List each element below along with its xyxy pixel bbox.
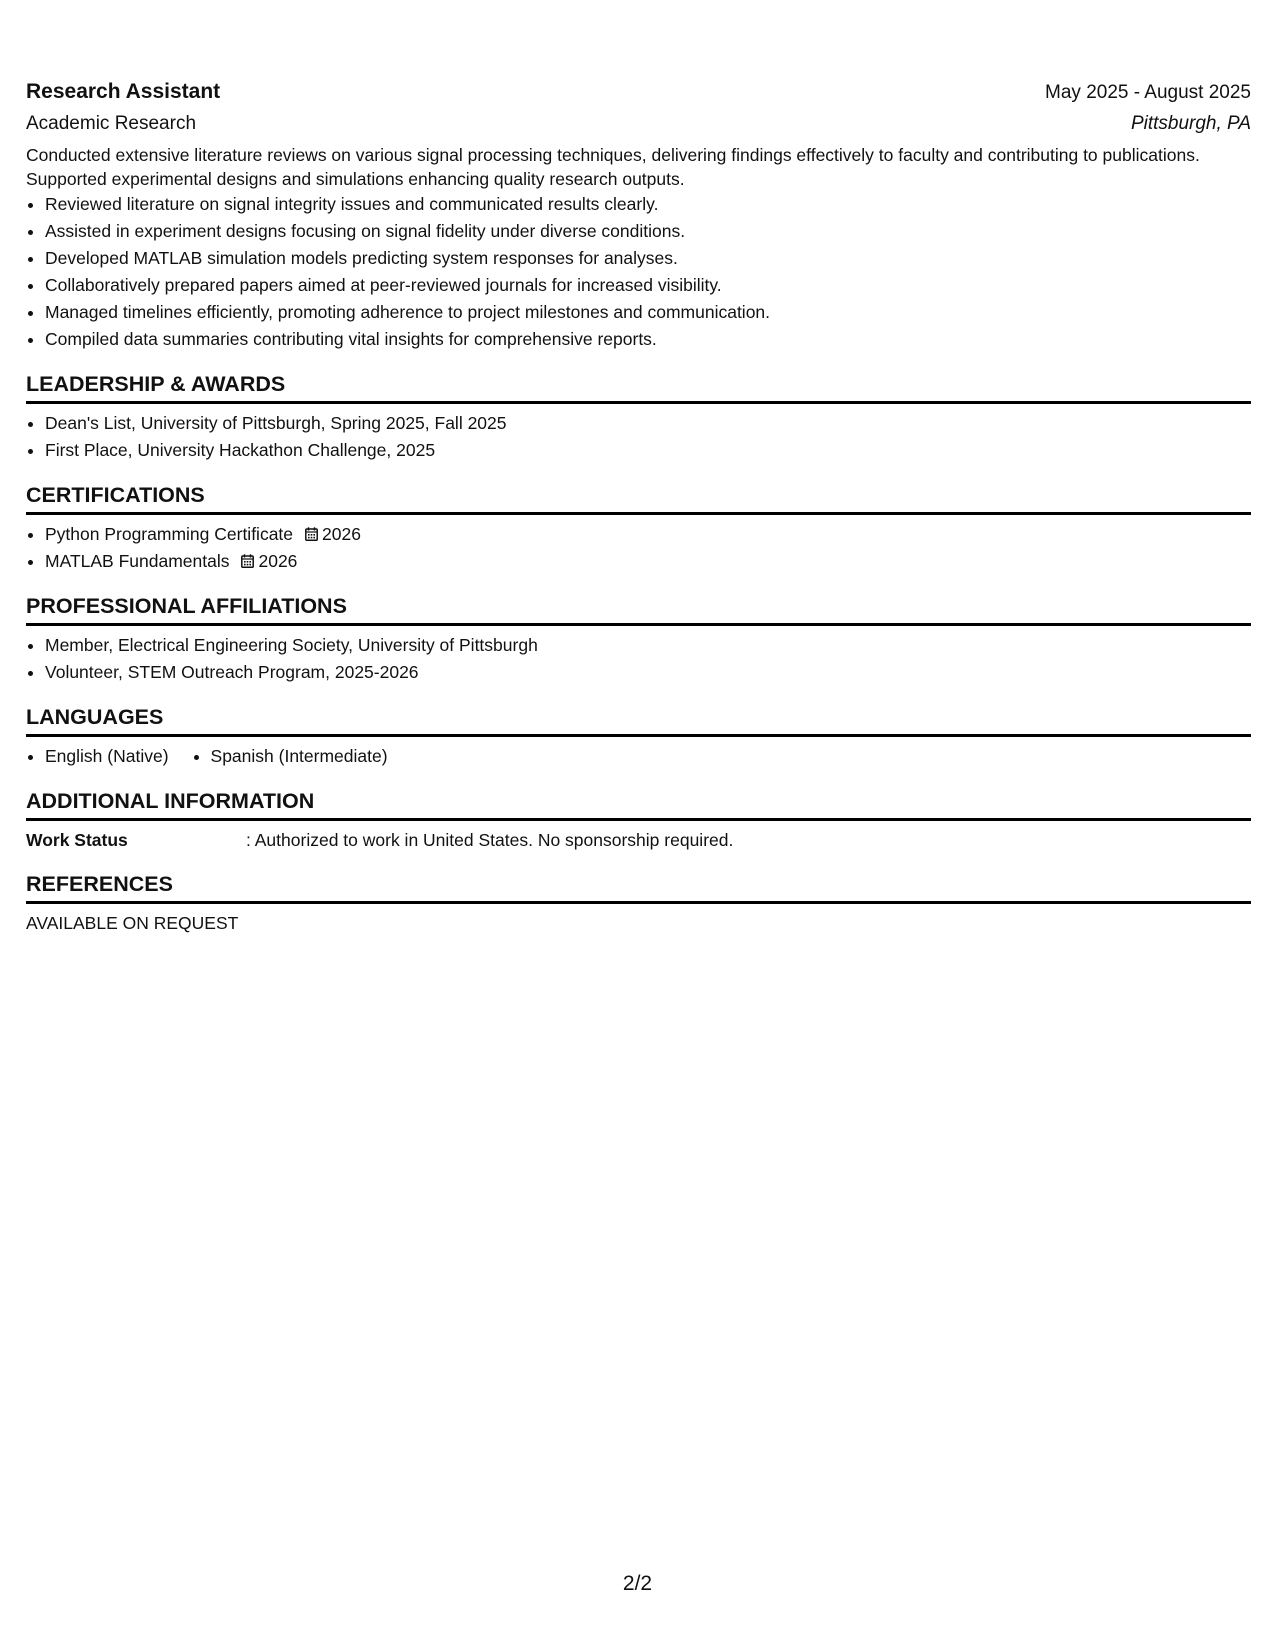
affiliation-item: • Member, Electrical Engineering Society, University of Pittsburgh [45,632,1251,659]
affiliations-list [26,632,1251,686]
certification-name: Python Programming Certificate [45,524,294,544]
job-summary: Conducted extensive literature reviews on various signal processing techniques, delivering findings effectively to faculty and contributing to publications. Supported experimental designs and simulations enhancing quality research outputs. [26,145,1200,189]
leadership-item: • Dean's List, University of Pittsburgh, Spring 2025, Fall 2025 [45,410,1251,437]
additional-info-heading: ADDITIONAL INFORMATION [26,788,1251,821]
job-bullet: • Assisted in experiment designs focusing on signal fidelity under diverse conditions. [45,218,1251,245]
certification-name: MATLAB Fundamentals [45,551,230,571]
job-bullet: • Compiled data summaries contributing vital insights for comprehensive reports. [45,326,1251,353]
languages-section [26,704,1251,770]
additional-info-section [26,788,1251,853]
certification-item [45,521,1251,548]
experience-subheader [26,109,1251,139]
leadership-heading: LEADERSHIP & AWARDS [26,371,1251,404]
resume-page [26,76,1251,936]
job-bullets [26,191,1251,353]
job-bullet: • Collaboratively prepared papers aimed at peer-reviewed journals for increased visibility. [45,272,1251,299]
job-bullet: • Managed timelines efficiently, promoting adherence to project milestones and communication. [45,299,1251,326]
experience-entry [26,76,1251,353]
language-item: • Spanish (Intermediate) [211,743,388,770]
job-bullet: • Developed MATLAB simulation models predicting system responses for analyses. [45,245,1251,272]
work-status-label: Work Status [26,830,128,850]
job-organization: Academic Research [26,113,197,134]
language-item: • English (Native) [45,743,169,770]
page-number: 2/2 [622,1572,653,1595]
leadership-item: • First Place, University Hackathon Challenge, 2025 [45,437,1251,464]
affiliations-heading: PROFESSIONAL AFFILIATIONS [26,593,1251,626]
job-title: Research Assistant [26,80,221,103]
job-dates: May 2025 - August 2025 [1045,82,1251,103]
job-location: Pittsburgh, PA [1130,113,1251,134]
calendar-icon [305,527,318,541]
job-bullet: • Reviewed literature on signal integrity issues and communicated results clearly. [45,191,1251,218]
languages-heading: LANGUAGES [26,704,1251,737]
certification-year: 2026 [258,551,298,571]
references-section [26,871,1251,936]
work-status-value: : Authorized to work in United States. No sponsorship required. [246,830,734,850]
certifications-section [26,482,1251,575]
certifications-list [26,521,1251,575]
references-heading: REFERENCES [26,871,1251,904]
leadership-section [26,371,1251,464]
work-status-row [26,827,1251,853]
affiliations-section [26,593,1251,686]
certification-year: 2026 [322,524,361,544]
leadership-list [26,410,1251,464]
references-text: AVAILABLE ON REQUEST [26,913,239,933]
languages-list [26,743,1251,770]
certification-item [45,548,1251,575]
experience-header [26,76,1251,109]
calendar-icon [241,554,254,568]
certifications-heading: CERTIFICATIONS [26,482,1251,515]
affiliation-item: • Volunteer, STEM Outreach Program, 2025-2026 [45,659,1251,686]
